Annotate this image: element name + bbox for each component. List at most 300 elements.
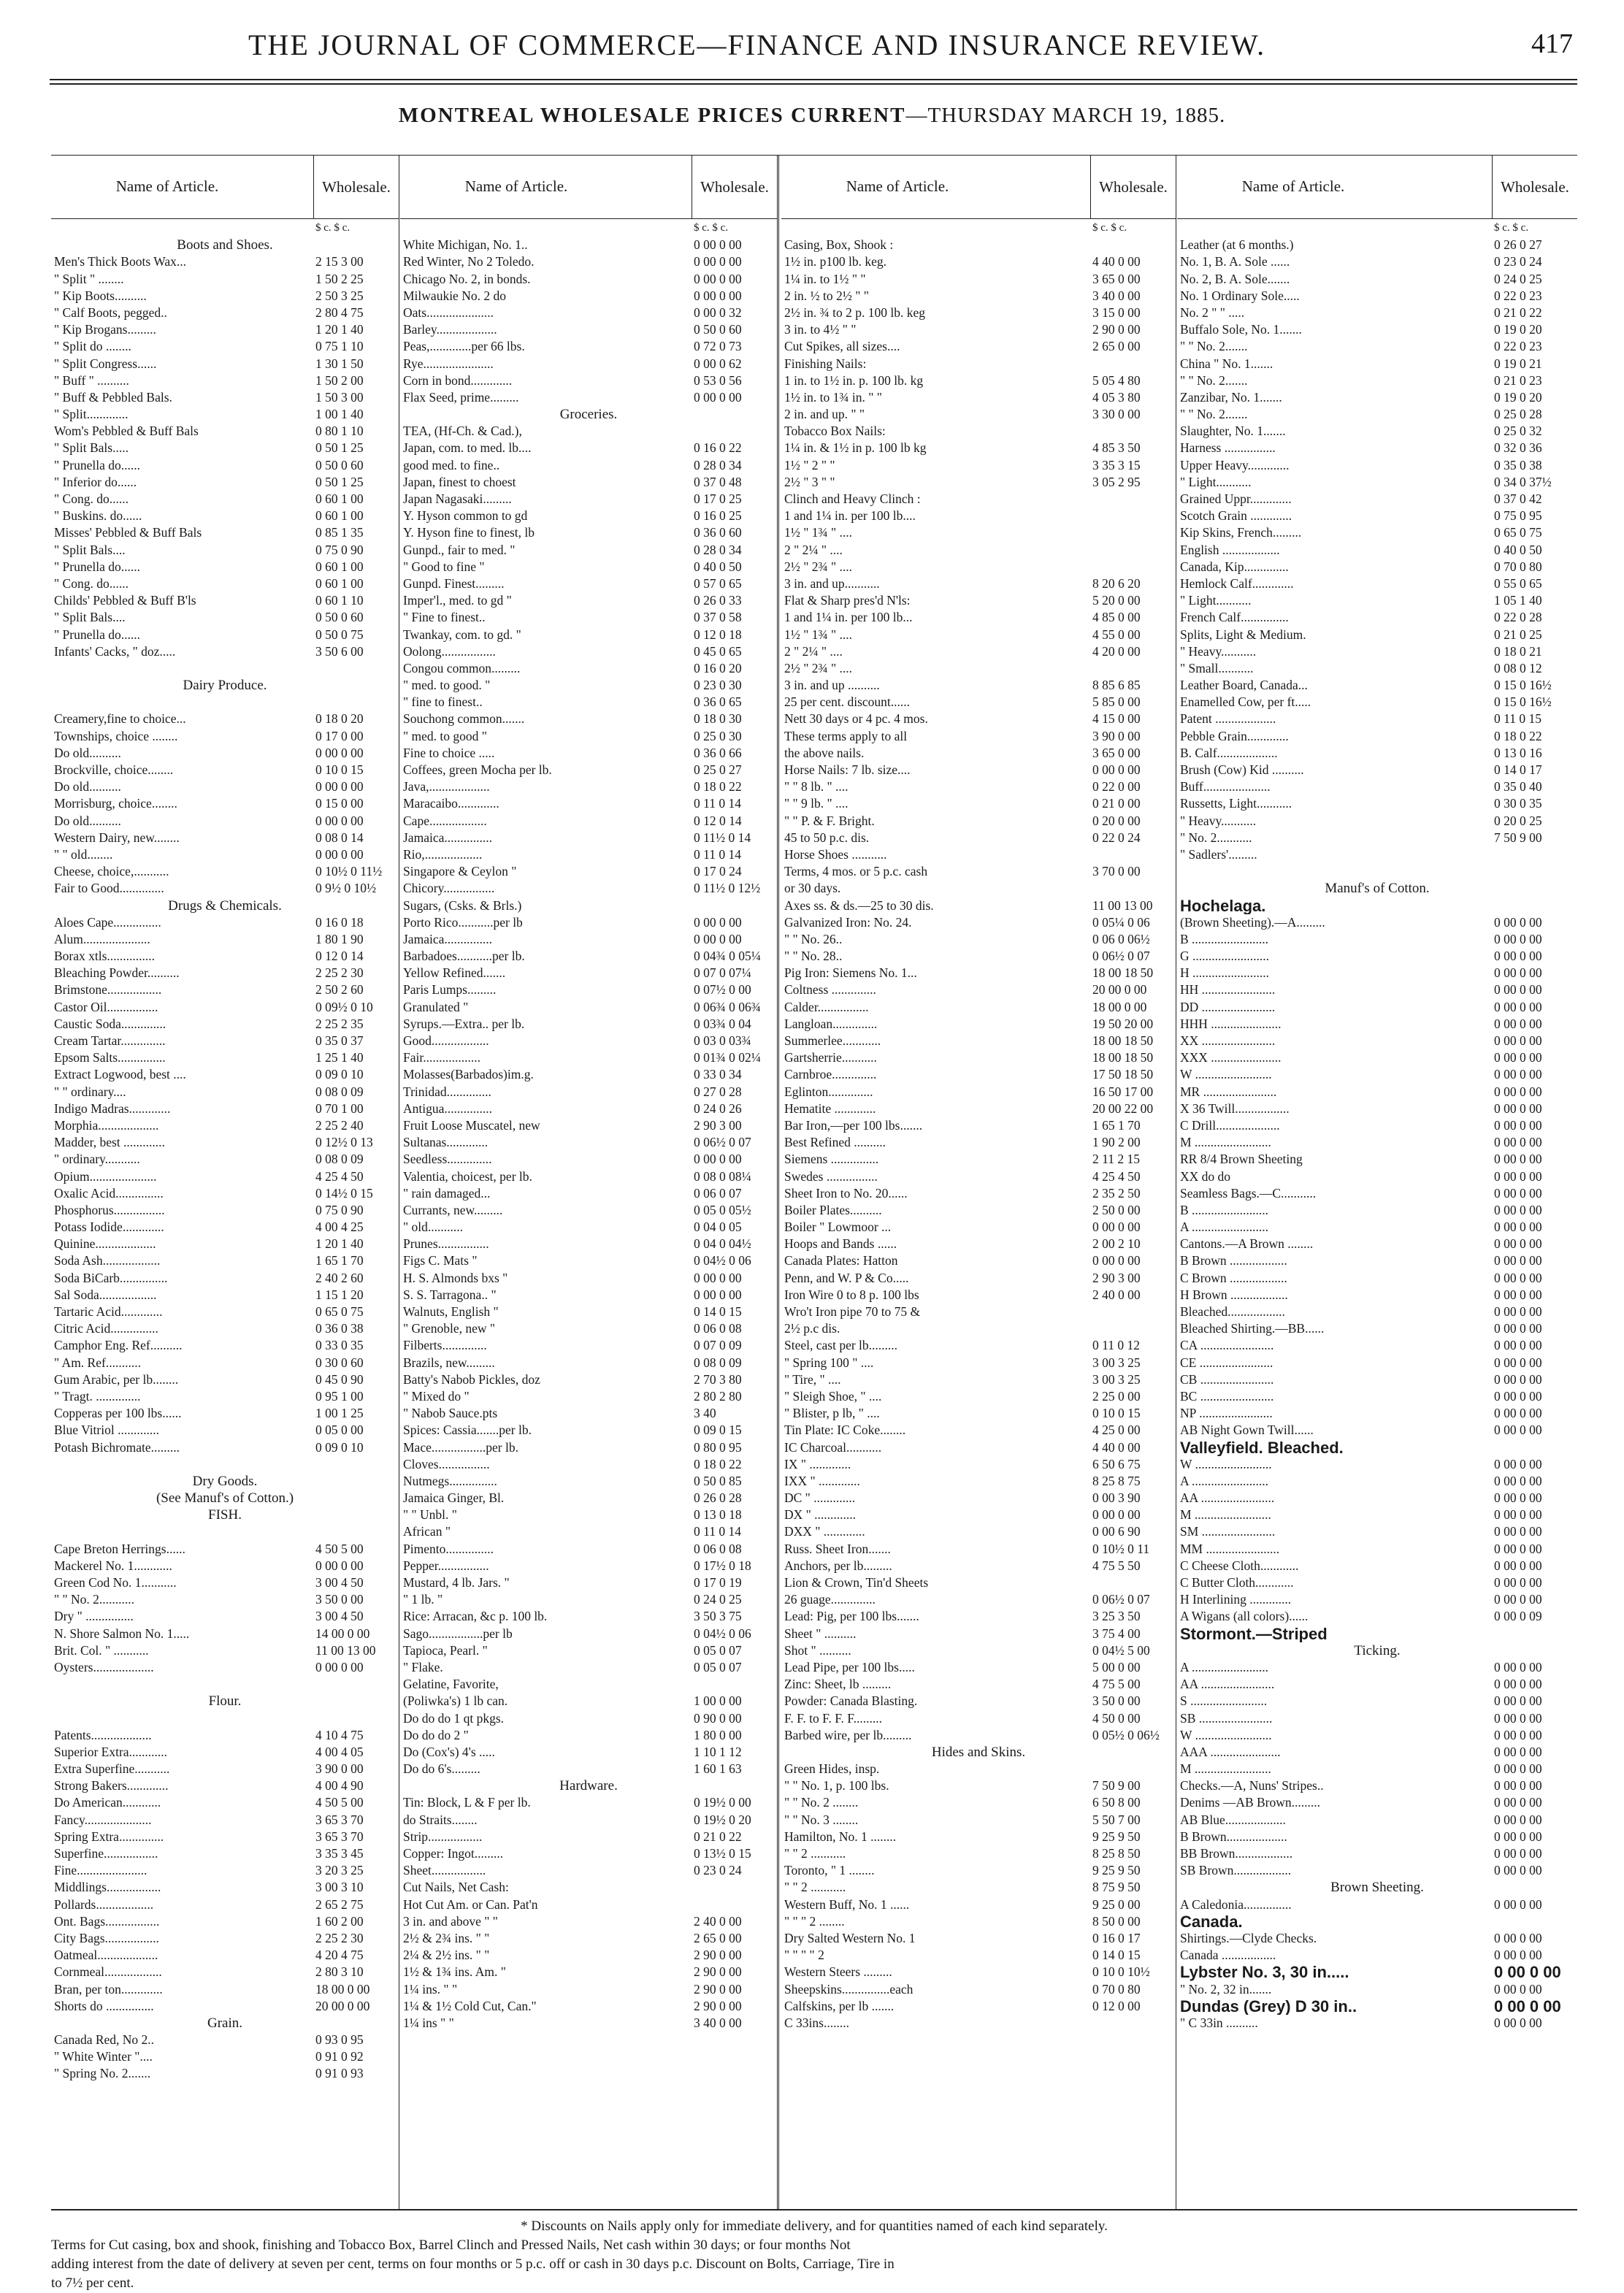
wholesale-price: 0 50 0 60: [694, 322, 742, 337]
table-row: [784, 931, 1173, 948]
article-name: " Blister, p lb, " ....: [784, 1406, 880, 1421]
article-name: Barbed wire, per lb.........: [784, 1727, 912, 1742]
table-row: [54, 762, 396, 778]
table-row: [54, 1659, 396, 1676]
article-name: " Buskins. do......: [54, 508, 142, 524]
article-name: Corn in bond.............: [403, 372, 513, 388]
article-name: " Split Bals....: [54, 542, 126, 557]
wholesale-price: 0 05½ 0 06½: [1092, 1727, 1160, 1742]
wholesale-price: 0 21 0 22: [694, 1829, 742, 1844]
article-name: " No. 2, 32 in.......: [1180, 1981, 1272, 1997]
article-name: Fine to choice .....: [403, 745, 495, 760]
table-row: [1180, 1710, 1574, 1727]
table-row: [403, 1100, 774, 1117]
table-row: [784, 1252, 1173, 1269]
table-row: [403, 372, 774, 389]
table-row: [54, 1913, 396, 1930]
article-name: Hardware.: [559, 1778, 618, 1794]
table-row: [784, 965, 1173, 981]
article-name: Rye......................: [403, 356, 494, 371]
table-row: [403, 1117, 774, 1134]
table-row: [403, 1252, 774, 1269]
table-row: [403, 1219, 774, 1236]
article-name: 1¼ ins " ": [403, 2015, 454, 2030]
article-name: " Light...........: [1180, 474, 1252, 489]
table-row: [784, 830, 1173, 846]
wholesale-price: 0 09½ 0 10: [315, 999, 373, 1014]
wholesale-price: 0 60 1 00: [315, 508, 364, 524]
table-row: [1180, 1998, 1574, 2015]
article-name: Flat & Sharp pres'd N'ls:: [784, 593, 911, 608]
article-name: " 1 lb. ": [403, 1592, 443, 1607]
article-name: SB Brown..................: [1180, 1863, 1292, 1878]
wholesale-price: 0 00 0 09: [1494, 1609, 1542, 1624]
wholesale-price: 0 00 0 00: [1494, 1406, 1542, 1421]
wholesale-price: 0 00 0 00: [1494, 965, 1542, 981]
table-row: [784, 1236, 1173, 1252]
article-name: Java,...................: [403, 779, 490, 795]
article-name: Shorts do ...............: [54, 1998, 154, 2013]
table-row: [784, 389, 1173, 406]
table-row: [784, 1862, 1173, 1879]
table-row: [784, 1761, 1173, 1777]
article-name: Porto Rico...........per lb: [403, 914, 523, 930]
article-name: DX " .............: [784, 1507, 857, 1523]
wholesale-price: 1 20 1 40: [315, 1236, 364, 1252]
wholesale-price: 0 70 0 80: [1494, 559, 1542, 574]
wholesale-price: 0 00 0 00: [1494, 1948, 1542, 1963]
wholesale-price: 0 25 0 30: [694, 728, 742, 743]
article-name: Soda Ash..................: [54, 1253, 161, 1268]
wholesale-price: 0 04½ 0 06: [694, 1626, 751, 1641]
wholesale-price: 0 28 0 34: [694, 542, 742, 557]
wholesale-price: 0 32 0 36: [1494, 440, 1542, 456]
article-name: CB .......................: [1180, 1371, 1274, 1387]
article-name: Oysters...................: [54, 1659, 154, 1674]
wholesale-price: 0 00 0 00: [1494, 1896, 1542, 1912]
table-row: [54, 1845, 396, 1862]
article-name: " " No. 2.......: [1180, 339, 1248, 354]
article-name: " Split Bals....: [54, 610, 126, 625]
table-row: [54, 999, 396, 1016]
article-name: Oolong.................: [403, 643, 496, 659]
article-name: Terms, 4 mos. or 5 p.c. cash: [784, 864, 928, 879]
table-row: [54, 1829, 396, 1845]
wholesale-price: 2 11 2 15: [1092, 1152, 1140, 1167]
article-name: Coltness ..............: [784, 982, 876, 998]
article-name: Chicago No. 2, in bonds.: [403, 271, 531, 286]
wholesale-price: 0 00 0 00: [1494, 1338, 1542, 1353]
article-name: 1¼ & 1½ Cold Cut, Can.": [403, 1998, 537, 2013]
table-row: [1180, 1507, 1574, 1523]
wholesale-price: 8 75 9 50: [1092, 1880, 1141, 1895]
wholesale-price: 0 23 0 24: [694, 1863, 742, 1878]
table-row: [54, 643, 396, 660]
wholesale-price: 0 14 0 17: [1494, 762, 1542, 777]
table-row: [54, 1676, 396, 1693]
article-name: No. 2, B. A. Sole.......: [1180, 271, 1290, 286]
table-row: [54, 1456, 396, 1473]
column-2-rows: [403, 220, 774, 2032]
article-name: A Caledonia...............: [1180, 1896, 1292, 1912]
table-row: [403, 1168, 774, 1185]
column-3: [781, 156, 1176, 2209]
wholesale-price: 1 90 2 00: [1092, 1135, 1141, 1150]
wholesale-price: 0 70 0 80: [1092, 1981, 1141, 1997]
wholesale-price: 0 75 0 90: [315, 1202, 364, 1217]
table-row: [1180, 745, 1574, 762]
table-row: [1180, 1270, 1574, 1287]
wholesale-price: 4 20 0 00: [1092, 643, 1141, 659]
article-name: Bleached..................: [1180, 1304, 1285, 1319]
wholesale-price: 0 36 0 66: [694, 745, 742, 760]
table-row: [54, 677, 396, 694]
article-name: " Heavy...........: [1180, 643, 1257, 659]
wholesale-price: 0 22 0 28: [1494, 610, 1542, 625]
wholesale-price: 0 17 0 24: [694, 864, 742, 879]
table-row: [403, 406, 774, 423]
wholesale-price: 0 19½ 0 20: [694, 1812, 751, 1827]
wholesale-price: 0 00 0 00: [694, 1287, 742, 1302]
table-row: [784, 1388, 1173, 1405]
article-name: Stormont.—Striped: [1180, 1625, 1328, 1642]
wholesale-price: 3 00 4 50: [315, 1575, 364, 1590]
column-1-rows: [54, 220, 396, 2083]
table-row: [54, 1794, 396, 1811]
table-row: [784, 237, 1173, 253]
article-name: Antigua...............: [403, 1100, 493, 1116]
article-name: Tin: Block, L & F per lb.: [403, 1795, 531, 1810]
table-row: [1180, 1236, 1574, 1252]
wholesale-price: 3 50 3 75: [694, 1609, 742, 1624]
wholesale-price: 8 25 8 50: [1092, 1846, 1141, 1861]
article-name: Fancy.....................: [54, 1812, 152, 1827]
table-row: [403, 660, 774, 677]
article-name: " Buff & Pebbled Bals.: [54, 389, 172, 405]
wholesale-price: $ c. $ c.: [1494, 222, 1529, 234]
table-row: [54, 305, 396, 321]
wholesale-price: 1 50 3 00: [315, 389, 364, 405]
table-row: [403, 931, 774, 948]
article-name: Cut Nails, Net Cash:: [403, 1880, 509, 1895]
article-name: 26 guage..............: [784, 1592, 876, 1607]
table-row: [54, 253, 396, 270]
wholesale-price: 0 00 0 00: [1092, 1507, 1141, 1523]
article-name: Hemlock Calf.............: [1180, 575, 1294, 591]
table-row: [403, 1287, 774, 1304]
table-row: [403, 1608, 774, 1625]
table-row: [1180, 1084, 1574, 1100]
wholesale-price: 9 25 9 50: [1092, 1829, 1141, 1844]
article-name: Pebble Grain.............: [1180, 728, 1289, 743]
article-name: 2 " 2¼ " ....: [784, 643, 843, 659]
article-name: Flax Seed, prime.........: [403, 389, 519, 405]
article-name: Green Cod No. 1...........: [54, 1575, 177, 1590]
wholesale-price: 4 55 0 00: [1092, 627, 1141, 642]
article-name: " " No. 3 ........: [784, 1812, 859, 1827]
table-row: [403, 1829, 774, 1845]
article-name: B Brown...................: [1180, 1829, 1287, 1844]
article-name: AA .......................: [1180, 1677, 1275, 1692]
table-row: [1180, 880, 1574, 897]
wholesale-price: 4 25 0 00: [1092, 1423, 1141, 1438]
wholesale-price: 0 20 0 00: [1092, 813, 1141, 828]
wholesale-price: 0 15 0 16½: [1494, 694, 1552, 710]
wholesale-price: 0 21 0 00: [1092, 796, 1141, 811]
wholesale-price: 0 18 0 21: [1494, 643, 1542, 659]
article-name: BB Brown..................: [1180, 1846, 1293, 1861]
table-row: [1180, 1219, 1574, 1236]
wholesale-price: 0 00 0 00: [315, 813, 364, 828]
article-name: Mackerel No. 1............: [54, 1558, 172, 1573]
table-row: [784, 2015, 1173, 2032]
table-row: [403, 880, 774, 897]
table-row: [784, 1744, 1173, 1761]
table-row: [1180, 321, 1574, 338]
article-name: " " P. & F. Bright.: [784, 813, 875, 828]
table-row: [784, 1710, 1173, 1727]
table-row: [54, 440, 396, 456]
article-name: Borax xtls...............: [54, 949, 156, 964]
wholesale-price: 0 00 0 00: [1494, 1930, 1542, 1945]
table-row: [784, 559, 1173, 575]
wholesale-price: 0 00 0 00: [1494, 1388, 1542, 1404]
article-name: Middlings.................: [54, 1880, 161, 1895]
table-row: [1180, 1456, 1574, 1473]
article-name: Oxalic Acid...............: [54, 1185, 164, 1201]
table-row: [1180, 1608, 1574, 1625]
table-row: [403, 1523, 774, 1540]
table-row: [54, 795, 396, 812]
article-name: " Split do ........: [54, 339, 131, 354]
table-row: [403, 389, 774, 406]
table-row: [403, 1490, 774, 1507]
table-row: [1180, 1066, 1574, 1083]
table-row: [54, 694, 396, 711]
wholesale-price: 1 10 1 12: [694, 1744, 742, 1759]
wholesale-price: 0 00 0 00: [1494, 982, 1542, 998]
table-row: [403, 609, 774, 626]
table-row: [403, 1337, 774, 1354]
wholesale-price: 5 50 7 00: [1092, 1812, 1141, 1827]
table-row: [54, 1371, 396, 1388]
table-row: [403, 813, 774, 830]
table-row: [1180, 457, 1574, 474]
table-row: [54, 728, 396, 745]
table-row: [784, 863, 1173, 880]
wholesale-price: 0 04½ 5 00: [1092, 1642, 1150, 1658]
article-name: " Sleigh Shoe, " ....: [784, 1388, 882, 1404]
table-row: [784, 1507, 1173, 1523]
article-name: H Brown ..................: [1180, 1287, 1288, 1302]
wholesale-price: 0 00 0 00: [1494, 1100, 1542, 1116]
table-row: [403, 914, 774, 931]
wholesale-price: 0 11 0 14: [694, 1524, 741, 1539]
table-row: [403, 1202, 774, 1219]
table-row: [54, 1642, 396, 1659]
table-row: [403, 1507, 774, 1523]
wholesale-price: 0 60 1 00: [315, 559, 364, 574]
article-name: Japan Nagasaki.........: [403, 491, 512, 506]
table-row: [54, 406, 396, 423]
wholesale-price: $ c. $ c.: [694, 222, 729, 234]
wholesale-price: 0 08 0 09: [315, 1084, 364, 1099]
wholesale-price: 4 25 4 50: [315, 1168, 364, 1184]
col-header-name: Name of Article.: [464, 177, 568, 195]
table-row: [403, 981, 774, 998]
article-name: Granulated ": [403, 999, 469, 1014]
table-row: [54, 1270, 396, 1287]
table-row: [403, 288, 774, 305]
table-row: [1180, 1693, 1574, 1710]
article-name: Do do do 2 ": [403, 1727, 469, 1742]
table-row: [54, 1558, 396, 1574]
article-name: Aloes Cape...............: [54, 914, 161, 930]
table-row: [403, 1930, 774, 1947]
table-row: [1180, 253, 1574, 270]
article-name: Fine......................: [54, 1863, 148, 1878]
wholesale-price: 2 25 2 40: [315, 1117, 364, 1133]
table-row: [784, 1896, 1173, 1913]
wholesale-price: 1 60 2 00: [315, 1913, 364, 1929]
table-row: [54, 2032, 396, 2048]
article-name: " Inferior do......: [54, 474, 137, 489]
wholesale-price: 2 90 0 00: [1092, 322, 1141, 337]
article-name: 1½ " 2 " ": [784, 457, 835, 472]
wholesale-price: 0 08 0 09: [315, 1152, 364, 1167]
table-row: [784, 728, 1173, 745]
table-row: [54, 559, 396, 575]
table-row: [1180, 1727, 1574, 1744]
column-4-rows: [1180, 220, 1574, 2032]
table-row: [54, 1016, 396, 1033]
wholesale-price: 0 45 0 65: [694, 643, 742, 659]
article-name: F. F. to F. F. F.........: [784, 1710, 883, 1726]
table-row: [403, 711, 774, 727]
table-row: [784, 1930, 1173, 1947]
wholesale-price: 20 00 0 00: [1092, 982, 1147, 998]
wholesale-price: 4 85 0 00: [1092, 610, 1141, 625]
wholesale-price: 0 00 0 62: [694, 356, 742, 371]
article-name: SB .......................: [1180, 1710, 1273, 1726]
article-name: Canada.: [1180, 1913, 1243, 1930]
table-row: [1180, 1845, 1574, 1862]
wholesale-price: 0 00 0 00: [1494, 1744, 1542, 1759]
article-name: Oatmeal...................: [54, 1948, 158, 1963]
table-row: [54, 1812, 396, 1829]
article-name: Superior Extra............: [54, 1744, 168, 1759]
table-row: [1180, 1134, 1574, 1151]
article-name: 45 to 50 p.c. dis.: [784, 830, 870, 845]
table-row: [54, 1168, 396, 1185]
article-name: Twankay, com. to gd. ": [403, 627, 521, 642]
article-name: AAA ......................: [1180, 1744, 1281, 1759]
table-row: [54, 542, 396, 559]
article-name: HHH ......................: [1180, 1016, 1282, 1031]
table-row: [54, 1422, 396, 1439]
article-name: " No. 2...........: [1180, 830, 1252, 845]
table-row: [54, 491, 396, 508]
table-row: [403, 1066, 774, 1083]
article-name: SM .......................: [1180, 1524, 1276, 1539]
article-name: Tartaric Acid.............: [54, 1304, 163, 1319]
table-row: [784, 542, 1173, 559]
table-row: [1180, 440, 1574, 456]
article-name: Blue Vitriol .............: [54, 1423, 159, 1438]
wholesale-price: 0 00 0 00: [694, 237, 742, 253]
table-row: [403, 575, 774, 592]
table-row: [403, 1642, 774, 1659]
article-name: Eglinton..............: [784, 1084, 873, 1099]
table-row: [784, 253, 1173, 270]
table-row: [1180, 1896, 1574, 1913]
article-name: N. Shore Salmon No. 1.....: [54, 1626, 190, 1641]
table-row: [54, 1202, 396, 1219]
article-name: CA .......................: [1180, 1338, 1274, 1353]
table-row: [1180, 677, 1574, 694]
wholesale-price: 0 03 0 03¾: [694, 1033, 751, 1048]
wholesale-price: 0 00 0 00: [1494, 1304, 1542, 1319]
table-row: [784, 1456, 1173, 1473]
table-row: [1180, 237, 1574, 253]
article-name: Imper'l., med. to gd ": [403, 593, 512, 608]
table-row: [403, 524, 774, 541]
table-row: [784, 457, 1173, 474]
table-row: [54, 1219, 396, 1236]
journal-title: THE JOURNAL OF COMMERCE—FINANCE AND INSURANCE REVIEW.: [248, 28, 1266, 61]
article-name: Mace.................per lb.: [403, 1439, 518, 1455]
wholesale-price: 1 80 1 90: [315, 931, 364, 946]
article-name: A ........................: [1180, 1220, 1269, 1235]
table-row: [403, 1981, 774, 1998]
table-row: [1180, 1168, 1574, 1185]
wholesale-price: 0 00 0 00: [1494, 1168, 1542, 1184]
table-row: [403, 1439, 774, 1456]
article-name: Morrisburg, choice........: [54, 796, 177, 811]
wholesale-price: 8 50 0 00: [1092, 1913, 1141, 1929]
table-row: [1180, 1777, 1574, 1794]
article-name: B. Calf...................: [1180, 745, 1278, 760]
table-row: [784, 711, 1173, 727]
table-row: [403, 508, 774, 524]
table-row: [54, 830, 396, 846]
article-name: Indigo Madras.............: [54, 1100, 171, 1116]
article-name: Pig Iron: Siemens No. 1...: [784, 965, 917, 981]
table-row: [403, 1591, 774, 1608]
wholesale-price: 0 01¾ 0 02¼: [694, 1050, 761, 1065]
table-row: [54, 1947, 396, 1964]
wholesale-price: 0 33 0 35: [315, 1338, 364, 1353]
article-name: Chicory................: [403, 881, 495, 896]
article-name: CE .......................: [1180, 1355, 1273, 1370]
article-name: Fair..................: [403, 1050, 480, 1065]
table-row: [784, 1304, 1173, 1320]
table-row: [54, 508, 396, 524]
table-row: [784, 1100, 1173, 1117]
wholesale-price: 0 35 0 37: [315, 1033, 364, 1048]
table-row: [1180, 305, 1574, 321]
article-name: FISH.: [208, 1507, 242, 1523]
table-row: [54, 1337, 396, 1354]
wholesale-price: 4 25 4 50: [1092, 1168, 1141, 1184]
article-name: Zanzibar, No. 1.......: [1180, 389, 1282, 405]
wholesale-price: 0 00 0 00: [1494, 1270, 1542, 1285]
article-name: Gunpd. Finest.........: [403, 575, 505, 591]
table-row: [784, 999, 1173, 1016]
table-row: [1180, 1151, 1574, 1168]
wholesale-price: 0 00 0 00: [1092, 1253, 1141, 1268]
wholesale-price: 0 40 0 50: [1494, 542, 1542, 557]
